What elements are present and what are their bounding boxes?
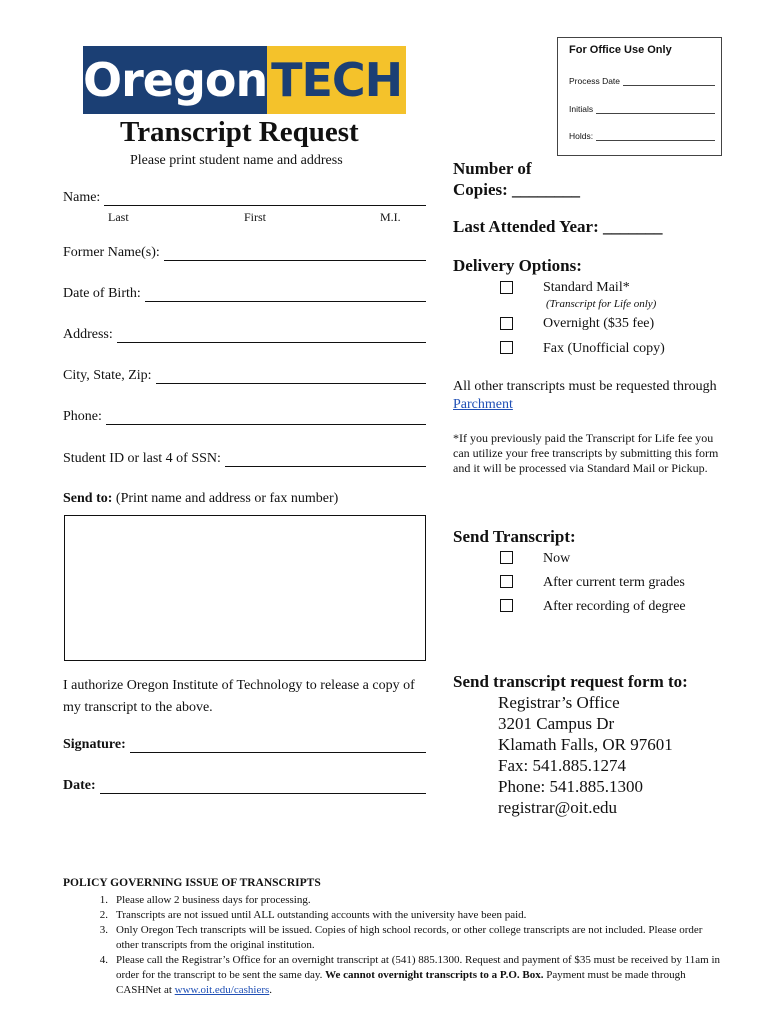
policy-item4-text: Please call the Registrar’s Office for an overnight transcript at (541) 885.1300. Request and payment of $35 must be received by 11am in order for the transcript to be sent the same day. [116,954,721,981]
fax-checkbox[interactable] [500,341,513,354]
policy-item-number: 3. [99,924,108,936]
phone-label: Phone: [63,409,102,424]
send-to-bold: Send to: [63,491,113,506]
policy-item-text: Please allow 2 business days for processing. [116,894,311,906]
standard-mail-label: Standard Mail* [543,280,630,295]
send-transcript-heading: Send Transcript: [453,527,576,546]
oregon-tech-logo [83,46,406,114]
page-title: Transcript Request [120,116,359,148]
page-subtitle: Please print student name and address [130,153,343,168]
phone-field[interactable] [63,409,426,425]
policy-item [63,908,723,923]
overnight-label: Overnight ($35 fee) [543,316,655,331]
logo-right-text: TECH [267,46,406,114]
standard-mail-checkbox[interactable] [500,281,513,294]
former-name-field[interactable] [63,245,426,261]
policy-item [63,923,723,953]
registrar-address [498,692,673,818]
overnight-checkbox[interactable] [500,317,513,330]
standard-mail-note: (Transcript for Life only) [546,298,657,310]
policy-item-text: Only Oregon Tech transcripts will be issued. Copies of high school records, or other college transcripts are not included. Please order other transcripts from the original institution. [116,924,703,951]
after-term-checkbox[interactable] [500,575,513,588]
policy-list [63,893,723,998]
after-degree-checkbox[interactable] [500,599,513,612]
name-first-caption: First [244,210,267,224]
registrar-phone: Phone: 541.885.1300 [498,777,643,796]
policy-item [63,893,723,908]
send-now-checkbox[interactable] [500,551,513,564]
address-field[interactable] [63,327,426,343]
student-id-label: Student ID or last 4 of SSN: [63,451,221,466]
policy-item-number: 4. [99,954,108,966]
signature-field[interactable] [63,737,426,753]
city-state-zip-label: City, State, Zip: [63,368,152,383]
name-mi-caption: M.I. [380,210,401,224]
policy-item-text: Transcripts are not issued until ALL outstanding accounts with the university have been paid. [116,909,527,921]
number-of-copies[interactable] [453,158,580,200]
fax-label: Fax (Unofficial copy) [543,341,665,356]
process-date-label: Process Date [569,76,621,86]
logo-left-text: Oregon [83,46,267,114]
after-degree-label: After recording of degree [543,599,686,614]
date-label: Date: [63,778,96,793]
student-id-field[interactable] [63,451,426,467]
send-to-label [63,491,338,507]
registrar-street: 3201 Campus Dr [498,714,615,733]
delivery-options-heading: Delivery Options: [453,256,582,275]
signature-label: Signature: [63,737,126,752]
policy-item4-payment: Payment must be made through CASHNet at [116,969,686,996]
last-attended-year[interactable] [453,217,663,237]
city-state-zip-field[interactable] [63,368,426,384]
dob-field[interactable] [63,286,426,302]
registrar-fax: Fax: 541.885.1274 [498,756,626,775]
send-form-heading: Send transcript request form to: [453,672,688,691]
process-date-field[interactable] [569,76,715,86]
policy-item [63,953,723,998]
policy-heading: POLICY GOVERNING ISSUE OF TRANSCRIPTS [63,877,321,889]
after-term-label: After current term grades [543,575,685,590]
name-label: Name: [63,190,101,205]
former-name-label: Former Name(s): [63,245,160,260]
cashnet-link[interactable]: www.oit.edu/cashiers [174,984,270,996]
registrar-email: registrar@oit.edu [498,798,618,817]
parchment-link[interactable]: Parchment [453,397,513,412]
name-last-caption: Last [108,210,129,224]
last-attended-label: Last Attended Year: [453,217,599,236]
copies-line1: Number of [453,159,532,178]
copies-label: Copies: [453,180,508,199]
last-attended-blank: _______ [603,217,663,236]
send-now-label: Now [543,551,571,566]
office-use-box [557,37,722,156]
send-to-box[interactable] [64,515,426,661]
parchment-note [453,378,718,414]
parchment-text: All other transcripts must be requested through [453,379,717,394]
policy-item-number: 2. [99,909,108,921]
dob-label: Date of Birth: [63,286,141,301]
date-field[interactable] [63,778,426,794]
policy-item-number: 1. [99,894,108,906]
holds-label: Holds: [569,131,594,141]
initials-label: Initials [569,104,594,114]
authorization-text: I authorize Oregon Institute of Technology to release a copy of my transcript to the above. [63,678,415,715]
name-field[interactable] [63,190,426,206]
registrar-city: Klamath Falls, OR 97601 [498,735,673,754]
initials-field[interactable] [569,104,715,114]
send-to-hint: (Print name and address or fax number) [115,491,339,506]
policy-item4-bold: We cannot overnight transcripts to a P.O. Box. [325,969,544,981]
policy-item-text: Please call the Registrar’s Office for an overnight transcript at (541) 885.1300. Request and payment of $35 must be received by 11am in order for the transcript to be sent the same day. We cannot overnight transcripts to a P.O. Box. Payment must be made through CASHNet at www.oit.edu/cashiers. [116,954,721,996]
address-label: Address: [63,327,113,342]
office-use-title: For Office Use Only [569,44,672,56]
registrar-office: Registrar’s Office [498,693,620,712]
copies-blank: ________ [512,180,581,199]
transcript-for-life-note: *If you previously paid the Transcript for Life fee you can utilize your free transcripts by submitting this form and it will be processed via Standard Mail or Pickup. [453,431,719,475]
holds-field[interactable] [569,131,715,141]
